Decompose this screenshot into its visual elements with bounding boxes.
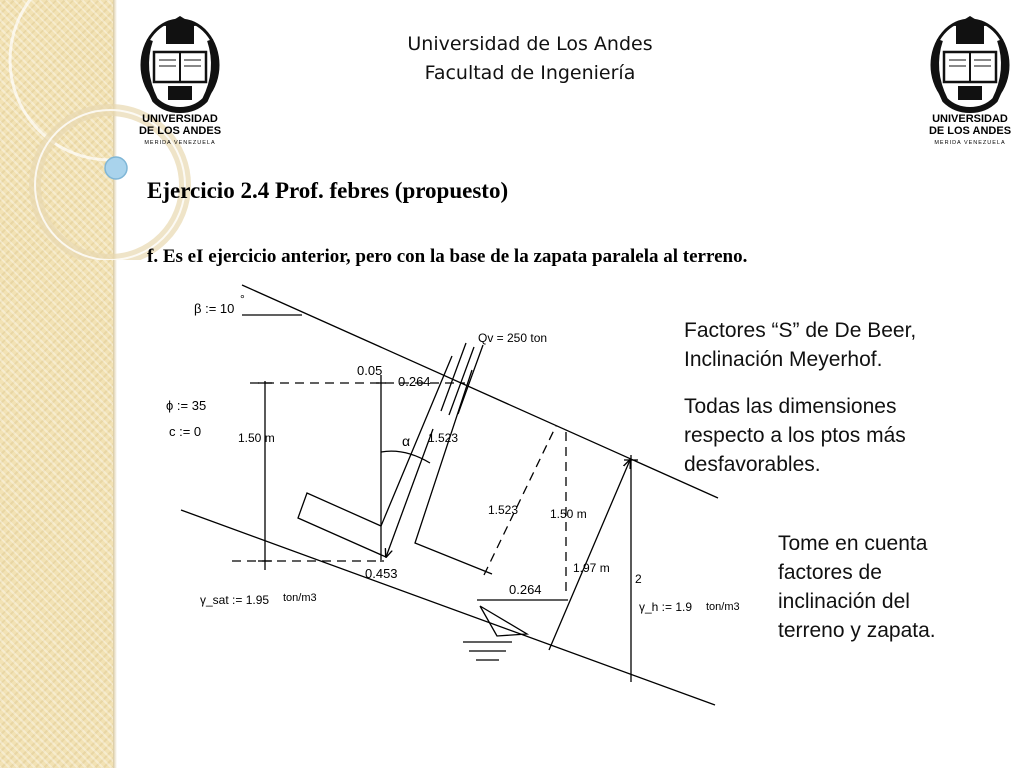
label-dim-0264-top: 0.264 <box>398 374 431 389</box>
note-dims-line1: Todas las dimensiones <box>684 395 897 418</box>
note-inclination <box>778 529 998 645</box>
note-dimensions <box>684 392 984 479</box>
logo-text-line2: DE LOS ANDES <box>138 125 222 137</box>
lower-slope-line <box>181 510 715 705</box>
note-incl-line2: factores de <box>778 561 882 584</box>
label-dim-0453: 0.453 <box>365 566 398 581</box>
label-dim-0264-bottom: 0.264 <box>509 582 542 597</box>
note-dims-line2: respecto a los ptos más <box>684 424 906 447</box>
right-dashed-inclined <box>484 426 556 575</box>
label-dim-2: 2 <box>635 572 642 586</box>
logo-text-line1: UNIVERSIDAD <box>932 113 1008 125</box>
note-dims-line3: desfavorables. <box>684 453 821 476</box>
label-load: Qv = 250 ton <box>478 331 548 345</box>
label-gamma-h-unit: ton/m3 <box>706 601 740 613</box>
water-table-triangle <box>480 606 527 636</box>
label-alpha: α <box>402 433 411 449</box>
label-dim-005: 0.05 <box>357 363 383 378</box>
label-beta-degree: ° <box>240 292 245 306</box>
logo-text-line2: DE LOS ANDES <box>928 125 1012 137</box>
note-incl-line3: inclinación del <box>778 590 910 613</box>
label-dim-150-left: 1.50 m <box>238 431 275 445</box>
label-dim-150-right: 1.50 m <box>550 507 587 521</box>
label-beta: β := 10 <box>194 301 235 316</box>
footing-outline-left <box>298 493 386 557</box>
inclined-dim-197 <box>549 460 630 650</box>
label-gamma-sat-unit: ton/m3 <box>283 592 317 604</box>
faculty-name: Facultad de Ingeniería <box>424 62 636 84</box>
exercise-title: Ejercicio 2.4 Prof. febres (propuesto) <box>147 178 509 203</box>
label-gamma-h: γ_h := 1.9 <box>639 600 693 614</box>
label-dim-1523-upper: 1.523 <box>428 431 459 445</box>
label-phi: ϕ := 35 <box>166 398 207 413</box>
logo-text-line3: MERIDA VENEZUELA <box>144 140 216 146</box>
label-gamma-sat: γ_sat := 1.95 <box>200 593 270 607</box>
note-incl-line1: Tome en cuenta <box>778 532 928 555</box>
university-name: Universidad de Los Andes <box>407 33 653 55</box>
note-factors-line1: Factores “S” de De Beer, <box>684 319 917 342</box>
logo-text-line3: MERIDA VENEZUELA <box>934 140 1006 146</box>
note-incl-line4: terreno y zapata. <box>778 619 936 642</box>
label-dim-197: 1.97 m <box>573 561 610 575</box>
note-factors-line2: Inclinación Meyerhof. <box>684 348 883 371</box>
column-right-edge <box>415 370 492 574</box>
ground-surface-line <box>242 285 718 498</box>
logo-text-line1: UNIVERSIDAD <box>142 113 218 125</box>
exercise-statement: f. Es eI ejercicio anterior, pero con la base de la zapata paralela al terreno. <box>147 246 748 267</box>
note-factors <box>684 316 984 374</box>
label-dim-1523-lower: 1.523 <box>488 503 519 517</box>
label-cohesion: c := 0 <box>169 424 202 439</box>
